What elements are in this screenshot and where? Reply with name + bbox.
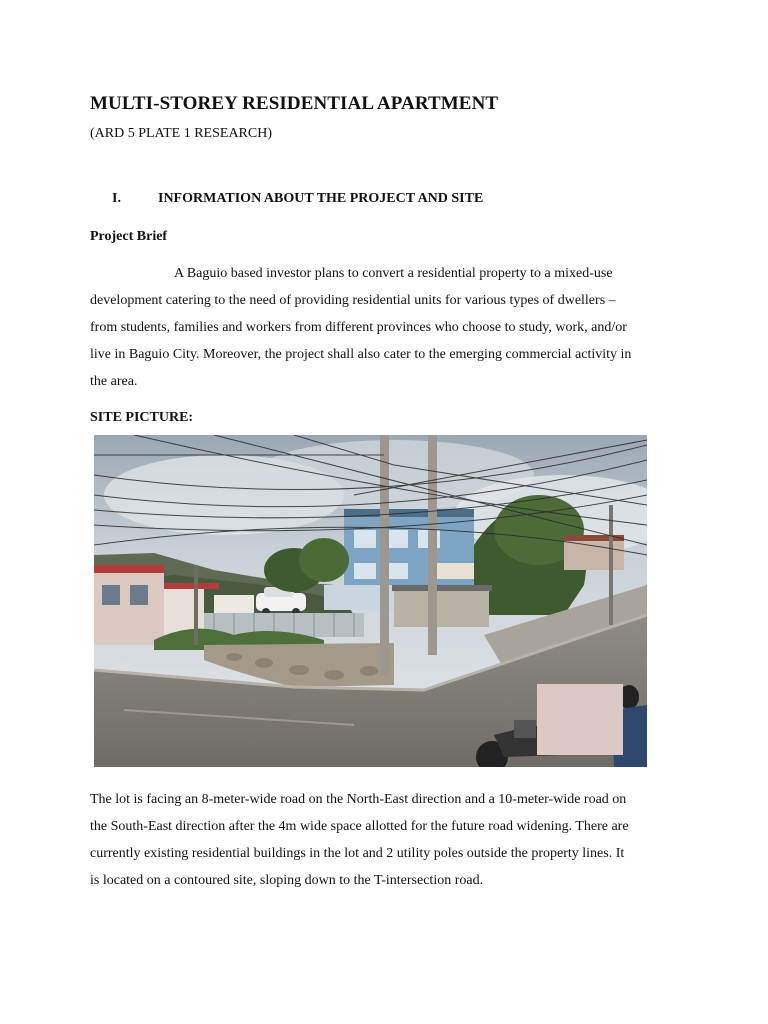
site-description-paragraph <box>90 786 680 894</box>
paragraph-line: is located on a contoured site, sloping down to the T-intersection road. <box>90 873 484 888</box>
section-title: INFORMATION ABOUT THE PROJECT AND SITE <box>158 191 484 206</box>
paragraph-line: development catering to the need of providing residential units for various types of dwellers – <box>90 293 616 308</box>
site-photo <box>94 435 647 767</box>
document-subtitle: (ARD 5 PLATE 1 RESEARCH) <box>90 126 273 141</box>
paragraph-line: the area. <box>90 374 138 389</box>
project-brief-heading: Project Brief <box>90 229 168 244</box>
document-title: MULTI-STOREY RESIDENTIAL APARTMENT <box>90 93 499 114</box>
paragraph-line: currently existing residential buildings in the lot and 2 utility poles outside the property lines. It <box>90 846 625 861</box>
paragraph-line: The lot is facing an 8-meter-wide road on the North-East direction and a 10-meter-wide road on <box>90 792 627 807</box>
section-heading <box>112 191 483 207</box>
site-picture-label: SITE PICTURE: <box>90 410 194 425</box>
section-number: I. <box>112 191 121 206</box>
paragraph-line: the South-East direction after the 4m wide space allotted for the future road widening. There are <box>90 819 629 834</box>
paragraph-line: live in Baguio City. Moreover, the project shall also cater to the emerging commercial activity in <box>90 347 632 362</box>
paragraph-line: from students, families and workers from different provinces who choose to study, work, and/or <box>90 320 627 335</box>
project-brief-paragraph <box>90 260 680 395</box>
paragraph-line: A Baguio based investor plans to convert a residential property to a mixed-use <box>174 266 613 281</box>
